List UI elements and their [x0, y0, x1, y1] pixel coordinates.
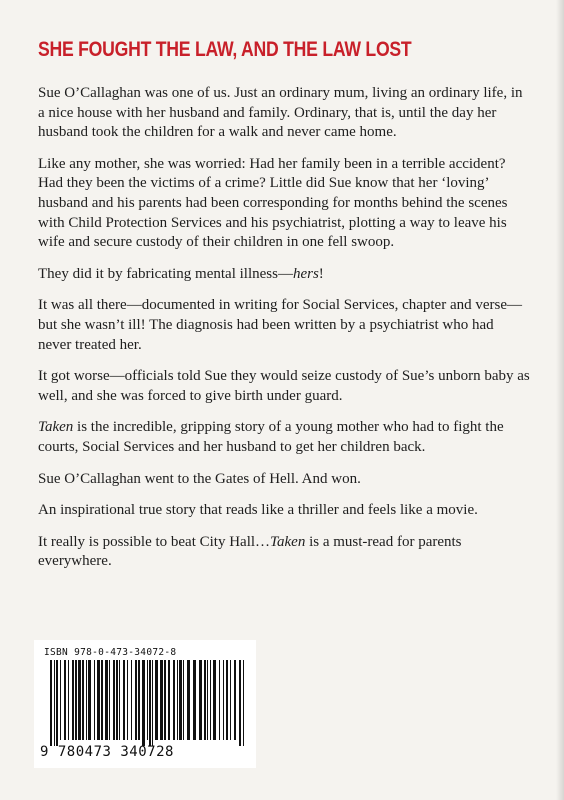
- barcode-bar: [127, 660, 128, 740]
- paragraph-6: [38, 418, 530, 457]
- barcode-bar: [230, 660, 231, 740]
- barcode-bar: [64, 660, 66, 740]
- barcode-bar: [72, 660, 74, 740]
- barcode-bar: [88, 660, 91, 740]
- barcode-bar: [75, 660, 77, 740]
- headline: SHE FOUGHT THE LAW, AND THE LAW LOST: [38, 38, 412, 61]
- barcode-bar: [138, 660, 140, 740]
- barcode-bar: [239, 660, 241, 746]
- barcode-bar: [105, 660, 108, 740]
- paragraph-9-text: It really is possible to beat City Hall…: [38, 533, 271, 550]
- barcode-bar: [177, 660, 178, 740]
- paragraph-3-text: They did it by fabricating mental illness—: [38, 265, 293, 282]
- paragraph-9-end: is a must-read for parents everywhere.: [38, 533, 462, 570]
- paragraph-8: An inspirational true story that reads like a thriller and feels like a movie.: [38, 502, 478, 519]
- barcode-bar: [152, 660, 153, 746]
- barcode-bar: [179, 660, 182, 740]
- barcode-bar: [199, 660, 202, 740]
- paragraph-3: [38, 265, 530, 285]
- barcode-bar: [207, 660, 208, 740]
- barcode-bar: [223, 660, 224, 740]
- paragraph-6-title: Taken: [38, 419, 74, 436]
- isbn-label: ISBN 978-0-473-34072-8: [44, 647, 177, 658]
- barcode-bar: [78, 660, 81, 740]
- paragraph-1: Sue O’Callaghan was one of us. Just an ordinary mum, living an ordinary life, in a nice house with her husband and family. Ordinary, that is, until the day her husband took the children for a walk and never came home.: [38, 85, 523, 141]
- barcode-bar: [155, 660, 158, 740]
- barcode-bar: [82, 660, 84, 740]
- barcode-bar: [226, 660, 228, 740]
- paragraph-2: Like any mother, she was worried: Had her family been in a terrible accident? Had they been the victims of a crime? Little did Sue know that her ‘loving’ husband and his parents had been corresponding for months behind the scenes with Child Protection Services and his psychiatrist, plotting a way to leave his wife and secure custody of their children in one fell swoop.: [38, 155, 508, 251]
- paragraph-9: [38, 533, 530, 572]
- barcode-bar: [210, 660, 211, 740]
- barcode-bar: [168, 660, 170, 740]
- barcode-bar: [173, 660, 175, 740]
- paragraph-9-title: Taken: [270, 533, 306, 550]
- barcode-bar: [94, 660, 95, 740]
- barcode-bar: [97, 660, 100, 740]
- barcode-bar: [54, 660, 55, 746]
- barcode-bar: [123, 660, 125, 740]
- barcode-bar: [142, 660, 145, 746]
- barcode-bar: [193, 660, 196, 740]
- paragraph-4: It was all there—documented in writing for Social Services, chapter and verse—but she wasn’t ill! The diagnosis had been written by a psychiatrist who had never treated her.: [38, 297, 523, 353]
- barcode-bar: [86, 660, 87, 740]
- paragraph-3-end: !: [318, 265, 324, 282]
- paragraph-3-emphasis: hers: [292, 265, 319, 282]
- barcode-bar: [204, 660, 206, 740]
- barcode-bar: [160, 660, 163, 740]
- barcode-bar: [116, 660, 118, 740]
- barcode-bar: [131, 660, 132, 740]
- paragraph-6-text: is the incredible, gripping story of a young mother who had to fight the courts, Social Services and her husband to get her children back.: [38, 419, 504, 455]
- barcode-bar: [219, 660, 220, 740]
- paragraph-5: It got worse—officials told Sue they would seize custody of Sue’s unborn baby as well, and she was forced to give birth under guard.: [38, 368, 530, 404]
- barcode-bar: [56, 660, 58, 746]
- barcode-bar: [50, 660, 52, 746]
- barcode-digits: 9 780473 340728: [40, 744, 174, 760]
- paragraph-7: Sue O’Callaghan went to the Gates of Hell. And won.: [38, 470, 361, 487]
- barcode-bars-icon: [50, 660, 246, 748]
- barcode-bar: [135, 660, 137, 740]
- barcode-bar: [147, 660, 148, 740]
- barcode-bar: [113, 660, 115, 740]
- barcode-bar: [101, 660, 103, 740]
- barcode-bar: [234, 660, 236, 740]
- barcode: [34, 640, 256, 768]
- barcode-bar: [213, 660, 216, 740]
- page-edge-shadow: [556, 0, 564, 800]
- barcode-bar: [187, 660, 190, 740]
- barcode-bar: [119, 660, 120, 740]
- barcode-bar: [109, 660, 110, 740]
- barcode-bar: [243, 660, 244, 746]
- barcode-bar: [164, 660, 166, 740]
- barcode-bar: [183, 660, 184, 740]
- barcode-bar: [149, 660, 151, 746]
- barcode-bar: [68, 660, 69, 740]
- barcode-bar: [60, 660, 61, 740]
- blurb: [38, 84, 530, 584]
